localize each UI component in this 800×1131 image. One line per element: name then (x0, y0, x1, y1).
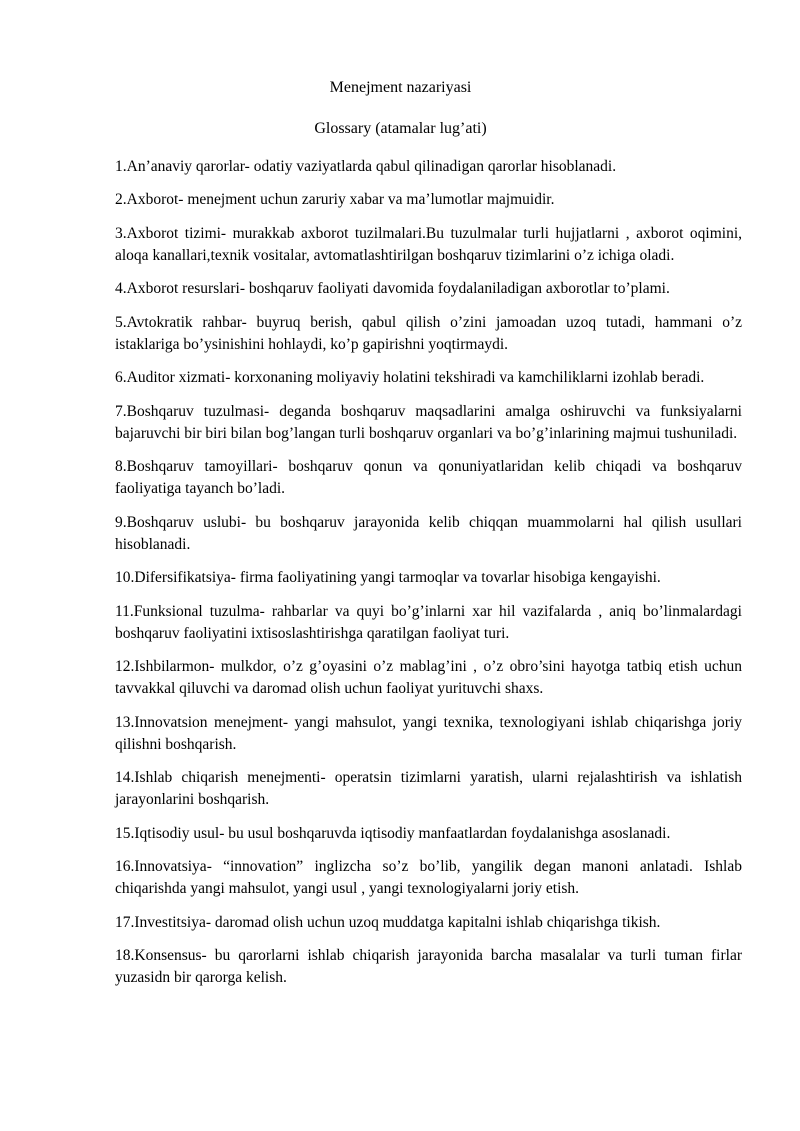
glossary-item: 10.Difersifikatsiya- firma faoliyatining yangi tarmoqlar va tovarlar hisobiga kengayishi. (115, 569, 661, 587)
glossary-item: 1.An’anaviy qarorlar- odatiy vaziyatlarda qabul qilinadigan qarorlar hisoblanadi. (115, 157, 617, 175)
glossary-item: 7.Boshqaruv tuzulmasi- deganda boshqaruv maqsadlarini amalga oshiruvchi va funksiyalarni bajaruvchi bir biri bilan bog’langan turli boshqaruv organlari va bo’g’inlarining majmui tushuniladi. (115, 402, 742, 442)
document-title: Menejment nazariyasi (329, 79, 472, 96)
glossary-item: 5.Avtokratik rahbar- buyruq berish, qabul qilish o’zini jamoadan uzoq tutadi, hammani o’z istaklariga bo’ysinishini hohlaydi, ko’p gapirishni yoqtirmaydi. (115, 313, 742, 353)
glossary-list (115, 156, 742, 990)
glossary-item: 17.Investitsiya- daromad olish uchun uzoq muddatga kapitalni ishlab chiqarishga tikish. (115, 913, 661, 931)
glossary-item: 15.Iqtisodiy usul- bu usul boshqaruvda iqtisodiy manfaatlardan foydalanishga asoslanadi. (115, 824, 671, 842)
glossary-item: 12.Ishbilarmon- mulkdor, o’z g’oyasini o’z mablag’ini , o’z obro’sini hayotga tatbiq etish uchun tavvakkal qiluvchi va daromad olish uchun faoliyat yurituvchi shaxs. (115, 658, 742, 698)
glossary-item: 18.Konsensus- bu qarorlarni ishlab chiqarish jarayonida barcha masalalar va turli tuman firlar yuzasidn bir qarorga kelish. (115, 947, 742, 987)
glossary-item: 16.Innovatsiya- “innovation” inglizcha so’z bo’lib, yangilik degan manoni anlatadi. Ishlab chiqarishda yangi mahsulot, yangi usul , yangi texnologiyalarni joriy etish. (115, 858, 742, 898)
glossary-item: 11.Funksional tuzulma- rahbarlar va quyi bo’g’inlarni xar hil vazifalarda , aniq bo’linmalardagi boshqaruv faoliyatini ixtisoslashtirishga qaratilgan faoliyat turi. (115, 602, 742, 642)
glossary-item: 3.Axborot tizimi- murakkab axborot tuzilmalari.Bu tuzulmalar turli hujjatlarni , axborot oqimini, aloqa kanallari,texnik vositalar, avtomatlashtirilgan boshqaruv tizimlarini o’z ichiga oladi. (115, 224, 742, 264)
glossary-item: 2.Axborot- menejment uchun zaruriy xabar va ma’lumotlar majmuidir. (115, 191, 555, 209)
glossary-item: 4.Axborot resurslari- boshqaruv faoliyati davomida foydalaniladigan axborotlar to’plami. (115, 280, 670, 298)
document-subtitle: Glossary (atamalar lug’ati) (314, 119, 487, 137)
glossary-item: 6.Auditor xizmati- korxonaning moliyaviy holatini tekshiradi va kamchiliklarni izohlab beradi. (115, 369, 705, 387)
glossary-item: 13.Innovatsion menejment- yangi mahsulot, yangi texnika, texnologiyani ishlab chiqarishga joriy qilishni boshqarish. (115, 713, 742, 753)
glossary-item: 9.Boshqaruv uslubi- bu boshqaruv jarayonida kelib chiqqan muammolarni hal qilish usullari hisoblanadi. (115, 513, 742, 553)
glossary-item: 8.Boshqaruv tamoyillari- boshqaruv qonun va qonuniyatlaridan kelib chiqadi va boshqaruv faoliyatiga tayanch bo’ladi. (115, 458, 742, 498)
glossary-item: 14.Ishlab chiqarish menejmenti- operatsin tizimlarni yaratish, ularni rejalashtirish va ishlatish jarayonlarini boshqarish. (115, 769, 742, 809)
